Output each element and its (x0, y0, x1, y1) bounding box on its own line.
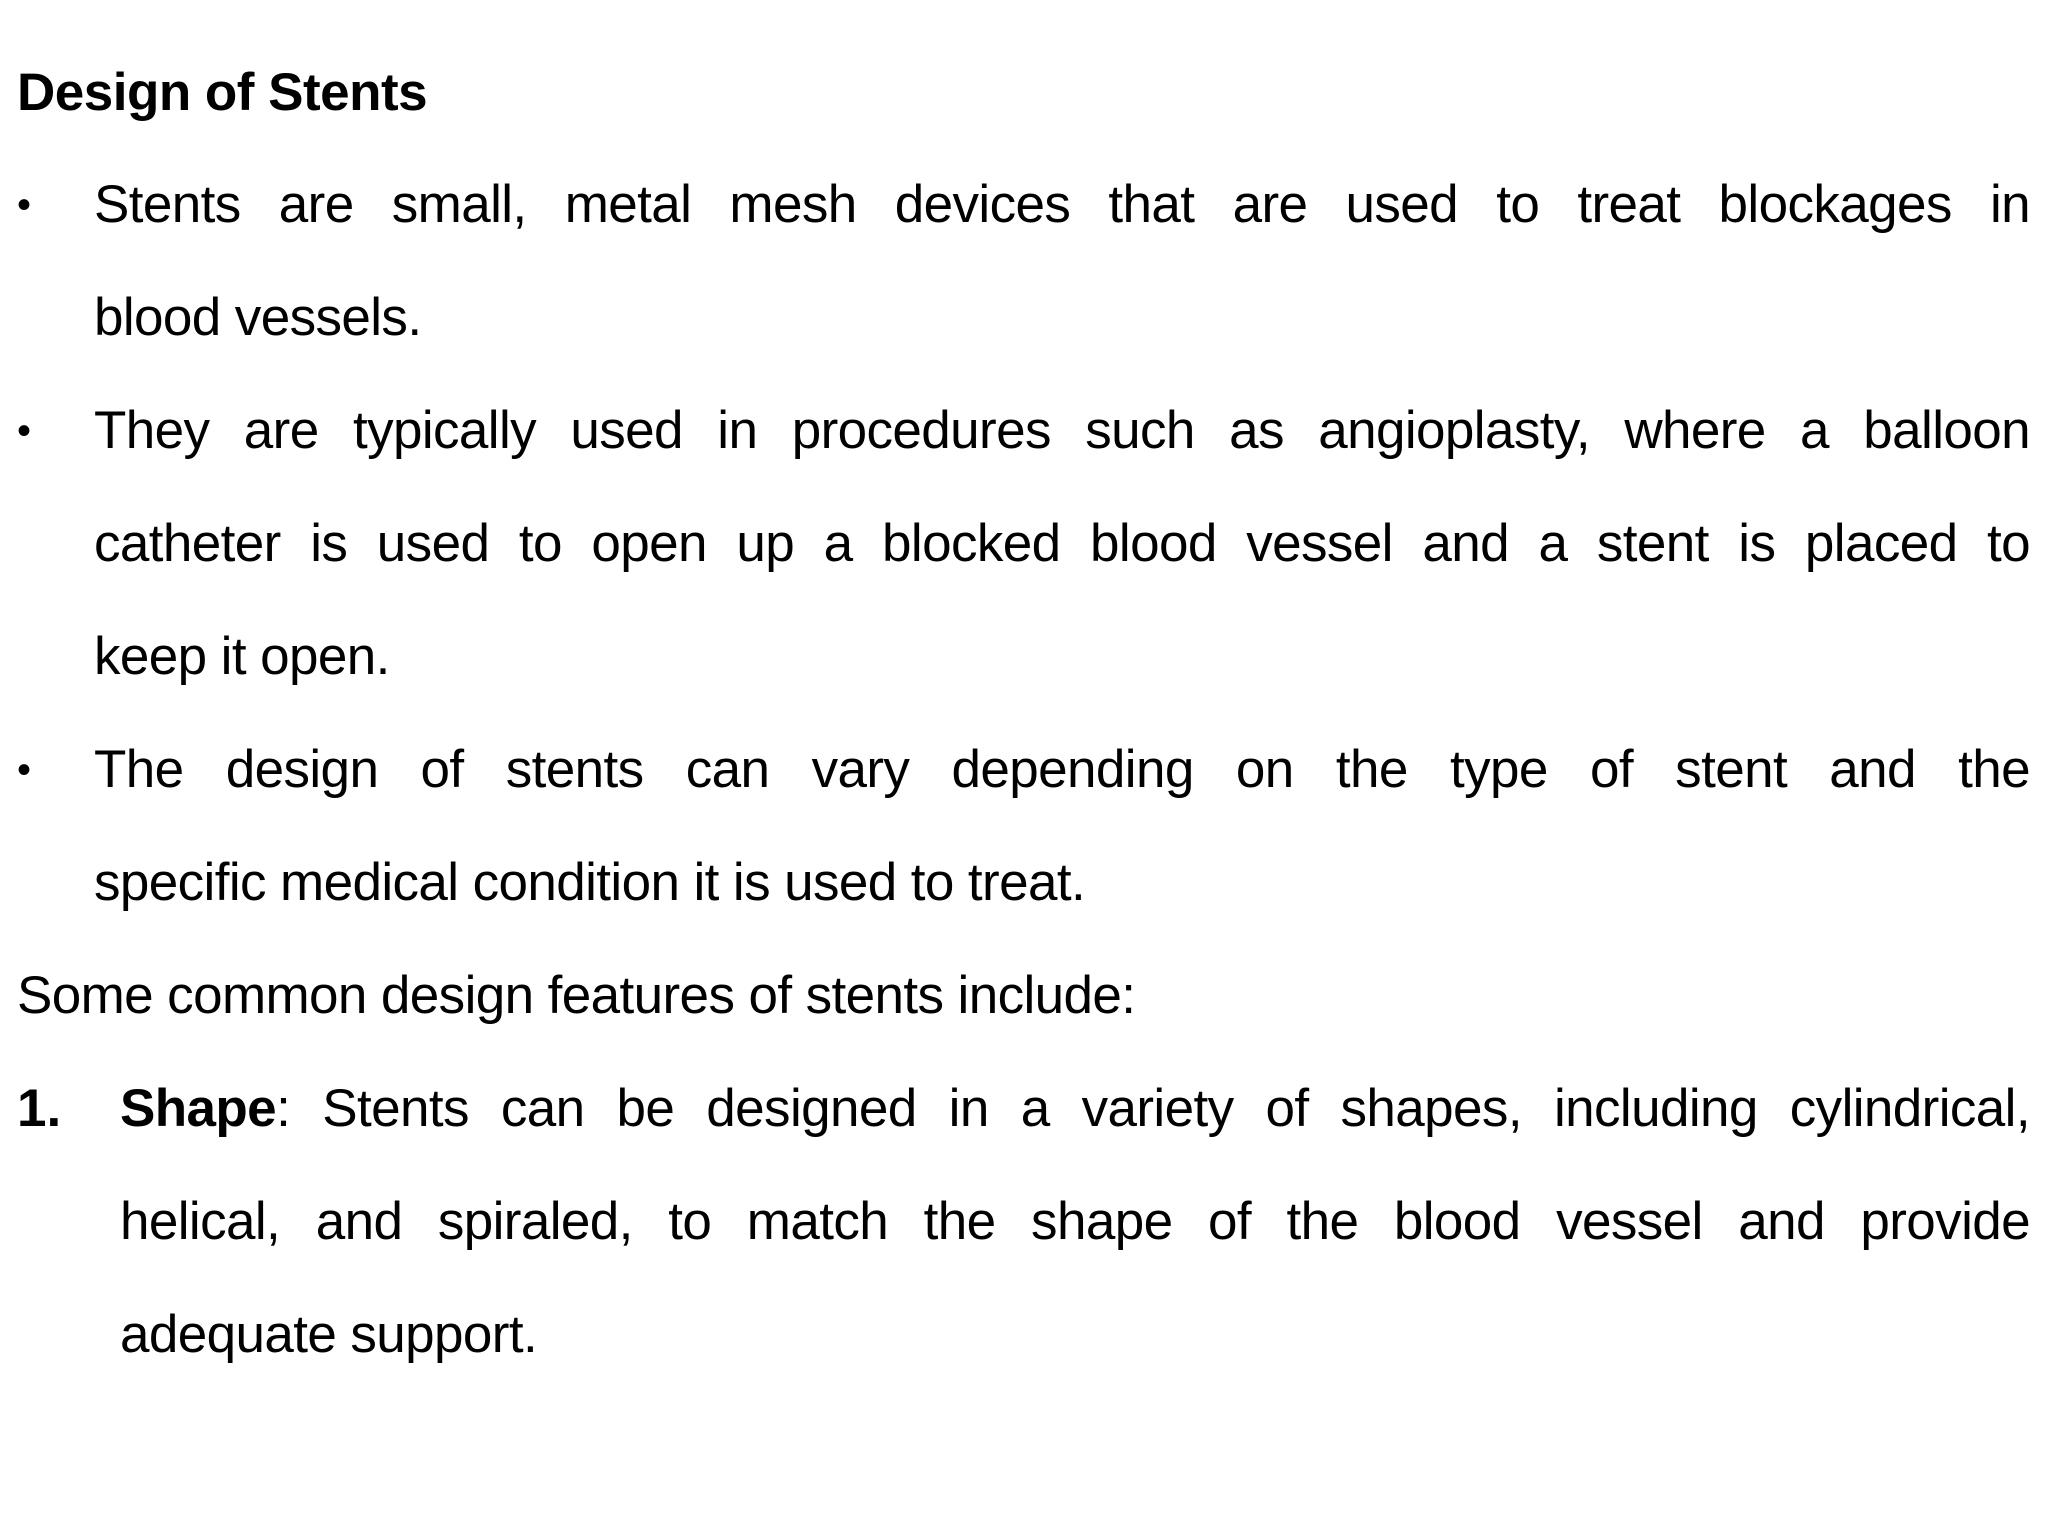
bullet-icon: • (17, 183, 32, 227)
numbered-1-first-line-rest: : Stents can be designed in a variety of shapes, including cylindrical, (276, 1079, 2030, 1138)
bullet-1-line-2: blood vessels. (94, 288, 422, 347)
numbered-1-line-2: helical, and spiraled, to match the shape of the blood vessel and provide (120, 1192, 2030, 1251)
features-intro: Some common design features of stents include: (17, 966, 1136, 1025)
bullet-3-line-2: specific medical condition it is used to treat. (94, 853, 1086, 912)
slide-title: Design of Stents (17, 63, 428, 122)
numbered-1-line-1 (120, 1074, 2030, 1144)
bullet-1-line-1: Stents are small, metal mesh devices that are used to treat blockages in (94, 175, 2030, 234)
list-number: 1. (17, 1079, 62, 1138)
bullet-3-line-1: The design of stents can vary depending on the type of stent and the (94, 740, 2030, 799)
numbered-1-line-3: adequate support. (120, 1305, 538, 1364)
bullet-2-line-3: keep it open. (94, 627, 390, 686)
bullet-2-line-1: They are typically used in procedures such as angioplasty, where a balloon (94, 401, 2030, 460)
bullet-icon: • (17, 748, 32, 792)
bullet-2-line-2: catheter is used to open up a blocked blood vessel and a stent is placed to (94, 514, 2030, 573)
bullet-icon: • (17, 409, 32, 453)
numbered-1-term: Shape (120, 1079, 277, 1138)
